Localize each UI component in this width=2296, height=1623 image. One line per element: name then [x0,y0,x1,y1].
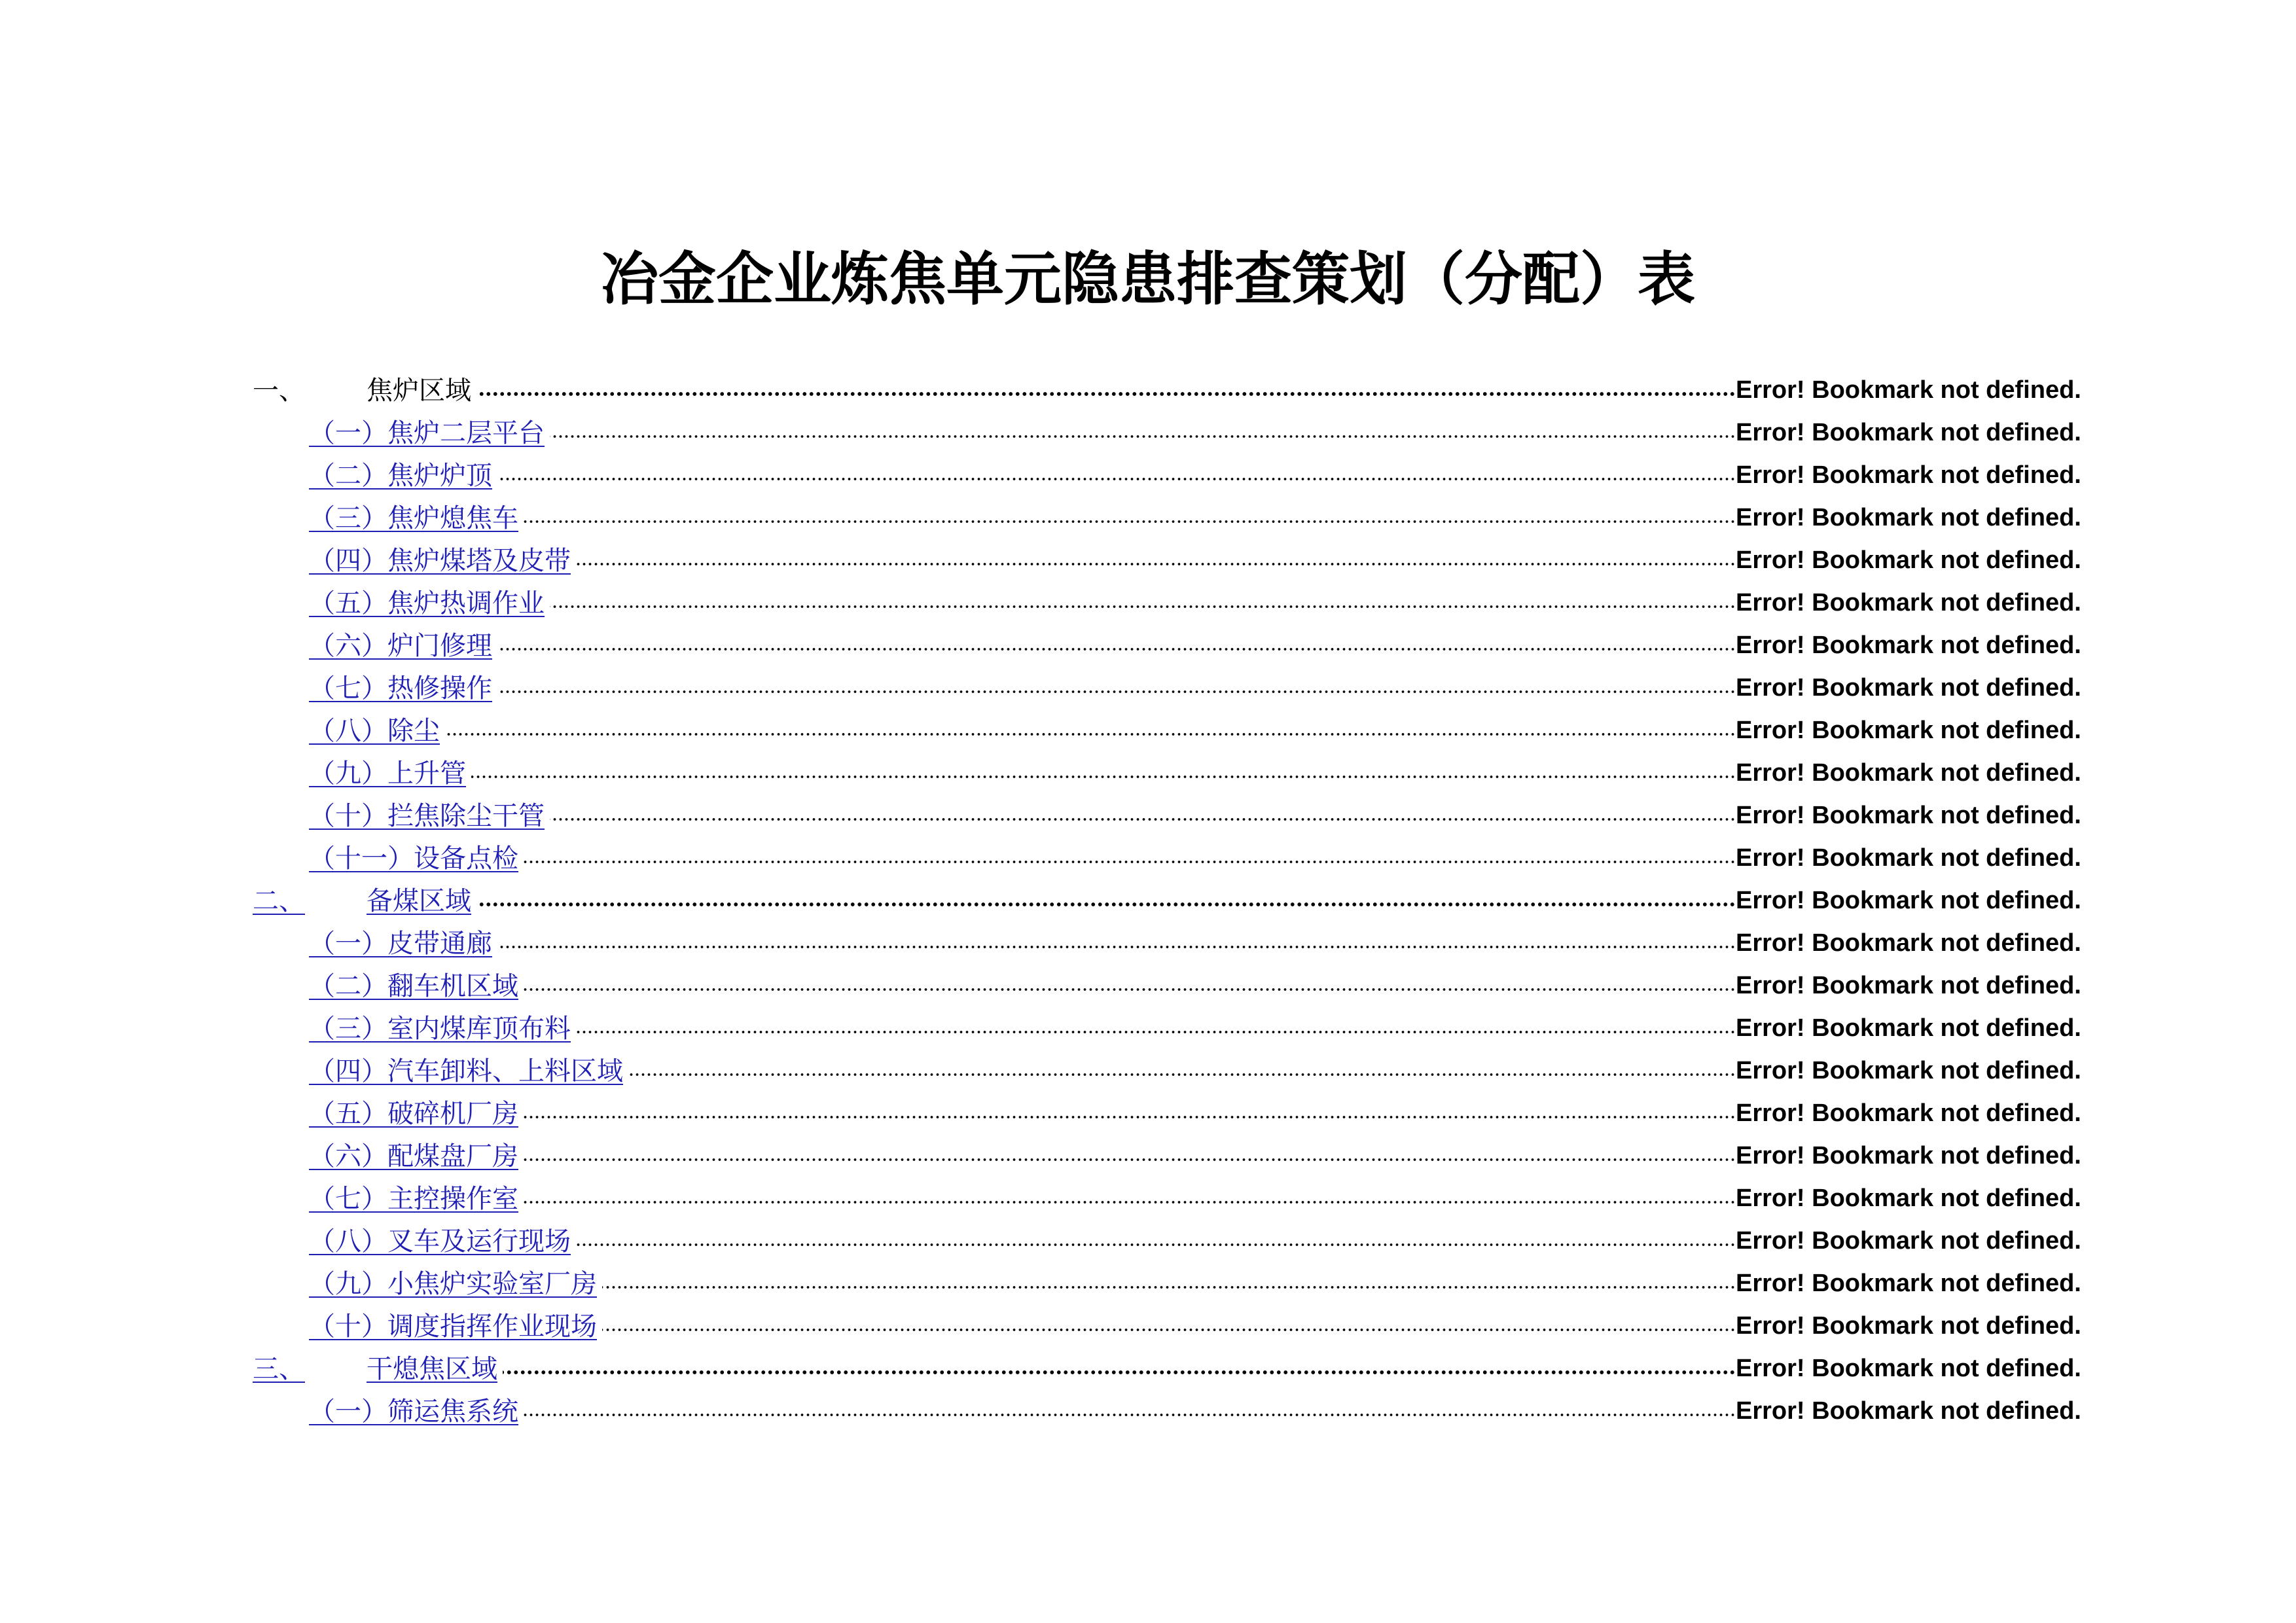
toc-section-row [0,874,2296,917]
toc-entry-link[interactable]: （四）汽车卸料、上料区域 [309,1056,623,1086]
toc-subsection-row [0,1130,2296,1172]
toc-entry [253,364,1740,406]
toc-page-reference: Error! Bookmark not defined. [1736,589,2081,616]
toc-entry-link[interactable]: （一）筛运焦系统 [309,1397,518,1427]
toc-section-number[interactable]: 三、 [253,1354,305,1384]
toc-subsection-row [0,917,2296,959]
toc-subsection-row [0,1215,2296,1257]
toc-entry[interactable] [309,1257,1740,1300]
toc-entry-link[interactable]: （八）除尘 [309,716,440,746]
dot-leader [497,475,1736,483]
dot-leader [503,1368,1736,1376]
toc-page-reference: Error! Bookmark not defined. [1736,674,2081,702]
dot-leader [497,688,1736,696]
toc-entry-link[interactable]: （九）小焦炉实验室厂房 [309,1269,597,1299]
toc-subsection-row [0,449,2296,491]
toc-subsection-row [0,577,2296,619]
toc-page-reference: Error! Bookmark not defined. [1736,759,2081,787]
toc-entry[interactable] [309,406,1740,449]
toc-entry[interactable] [309,1385,1740,1427]
toc-entry[interactable] [309,1215,1740,1257]
toc-page-reference: Error! Bookmark not defined. [1736,1014,2081,1042]
toc-page-reference: Error! Bookmark not defined. [1736,419,2081,446]
toc-entry-link[interactable]: （二）翻车机区域 [309,971,518,1001]
toc-entry[interactable] [253,1342,1740,1385]
toc-subsection-row [0,1300,2296,1342]
toc-entry[interactable] [309,662,1740,704]
toc-entry-link[interactable]: 备煤区域 [367,886,471,916]
toc-subsection-row [0,1044,2296,1087]
dot-leader [524,1113,1736,1121]
toc-page-reference: Error! Bookmark not defined. [1736,1355,2081,1382]
toc-entry[interactable] [309,1130,1740,1172]
toc-page-reference: Error! Bookmark not defined. [1736,461,2081,489]
toc-page-reference: Error! Bookmark not defined. [1736,802,2081,829]
toc-entry-label: 焦炉区域 [367,376,471,406]
toc-subsection-row [0,1002,2296,1044]
toc-entry-link[interactable]: （一）焦炉二层平台 [309,418,545,448]
toc-page-reference: Error! Bookmark not defined. [1736,504,2081,531]
dot-leader [497,943,1736,951]
toc-entry-link[interactable]: （一）皮带通廊 [309,929,492,959]
toc-page-reference: Error! Bookmark not defined. [1736,1185,2081,1212]
toc-page-reference: Error! Bookmark not defined. [1736,1057,2081,1084]
toc-section-row [0,1342,2296,1385]
toc-entry[interactable] [309,619,1740,662]
toc-entry-link[interactable]: （六）配煤盘厂房 [309,1141,518,1171]
toc-subsection-row [0,1172,2296,1215]
toc-entry[interactable] [309,449,1740,491]
dot-leader [576,560,1736,568]
dot-leader [497,645,1736,653]
dot-leader [524,858,1736,866]
toc-entry[interactable] [309,1300,1740,1342]
dot-leader [524,518,1736,526]
toc-entry-link[interactable]: （四）焦炉煤塔及皮带 [309,546,571,576]
toc-page-reference: Error! Bookmark not defined. [1736,1270,2081,1297]
toc-entry-link[interactable]: （十）调度指挥作业现场 [309,1311,597,1342]
toc-entry-link[interactable]: （六）炉门修理 [309,631,492,661]
toc-entry-link[interactable]: （二）焦炉炉顶 [309,461,492,491]
toc-page-reference: Error! Bookmark not defined. [1736,972,2081,999]
toc-page-reference: Error! Bookmark not defined. [1736,632,2081,659]
toc-entry-link[interactable]: （七）主控操作室 [309,1184,518,1214]
dot-leader [476,390,1736,398]
dot-leader [524,1156,1736,1164]
toc-entry-link[interactable]: （三）室内煤库顶布料 [309,1014,571,1044]
dot-leader [476,901,1736,908]
toc-subsection-row [0,959,2296,1002]
toc-section-row [0,364,2296,406]
toc-entry[interactable] [309,747,1740,789]
toc-page-reference: Error! Bookmark not defined. [1736,1397,2081,1425]
dot-leader [550,433,1736,440]
toc-page-reference: Error! Bookmark not defined. [1736,546,2081,574]
toc-entry[interactable] [309,491,1740,534]
toc-section-number[interactable]: 二、 [253,886,305,916]
toc-entry-link[interactable]: （五）焦炉热调作业 [309,588,545,618]
toc-page-reference: Error! Bookmark not defined. [1736,844,2081,872]
toc-page-reference: Error! Bookmark not defined. [1736,887,2081,914]
dot-leader [524,1411,1736,1419]
toc-entry-link[interactable]: 干熄焦区域 [367,1354,497,1384]
toc-subsection-row [0,747,2296,789]
toc-page-reference: Error! Bookmark not defined. [1736,1227,2081,1255]
toc-subsection-row [0,1257,2296,1300]
toc-subsection-row [0,491,2296,534]
toc-subsection-row [0,832,2296,874]
toc-entry[interactable] [309,534,1740,577]
toc-subsection-row [0,406,2296,449]
toc-subsection-row [0,704,2296,747]
toc-subsection-row [0,1385,2296,1427]
toc-entry-link[interactable]: （十一）设备点检 [309,844,518,874]
dot-leader [524,986,1736,993]
toc-subsection-row [0,534,2296,577]
toc-section-number: 一、 [253,376,305,406]
toc-subsection-row [0,1087,2296,1130]
toc-entry-link[interactable]: （八）叉车及运行现场 [309,1226,571,1257]
toc-entry[interactable] [309,1172,1740,1215]
toc-entry[interactable] [309,704,1740,747]
dot-leader [550,603,1736,611]
toc-entry[interactable] [309,1044,1740,1087]
toc-entry[interactable] [309,789,1740,832]
toc-page-reference: Error! Bookmark not defined. [1736,929,2081,957]
dot-leader [576,1028,1736,1036]
toc-page-reference: Error! Bookmark not defined. [1736,1142,2081,1169]
toc-entry-link[interactable]: （七）热修操作 [309,673,492,704]
toc-entry[interactable] [309,577,1740,619]
toc-page-reference: Error! Bookmark not defined. [1736,376,2081,404]
page-title: 冶金企业炼焦单元隐患排查策划（分配）表 [600,245,1695,313]
toc-entry-link[interactable]: （三）焦炉熄焦车 [309,503,518,533]
dot-leader [602,1283,1736,1291]
toc-entry[interactable] [253,874,1740,917]
dot-leader [471,773,1736,781]
toc-page-reference: Error! Bookmark not defined. [1736,1099,2081,1127]
toc-subsection-row [0,619,2296,662]
toc-entry[interactable] [309,917,1740,959]
dot-leader [445,730,1736,738]
toc-subsection-row [0,662,2296,704]
toc-entry-link[interactable]: （九）上升管 [309,758,466,789]
dot-leader [550,815,1736,823]
dot-leader [576,1241,1736,1249]
dot-leader [628,1071,1736,1079]
toc-subsection-row [0,789,2296,832]
toc-entry[interactable] [309,959,1740,1002]
toc-entry[interactable] [309,1087,1740,1130]
toc-entry-link[interactable]: （十）拦焦除尘干管 [309,801,545,831]
dot-leader [602,1326,1736,1334]
toc-page-reference: Error! Bookmark not defined. [1736,1312,2081,1340]
dot-leader [524,1198,1736,1206]
toc-entry[interactable] [309,832,1740,874]
toc-page-reference: Error! Bookmark not defined. [1736,717,2081,744]
toc-entry-link[interactable]: （五）破碎机厂房 [309,1099,518,1129]
toc-entry[interactable] [309,1002,1740,1044]
